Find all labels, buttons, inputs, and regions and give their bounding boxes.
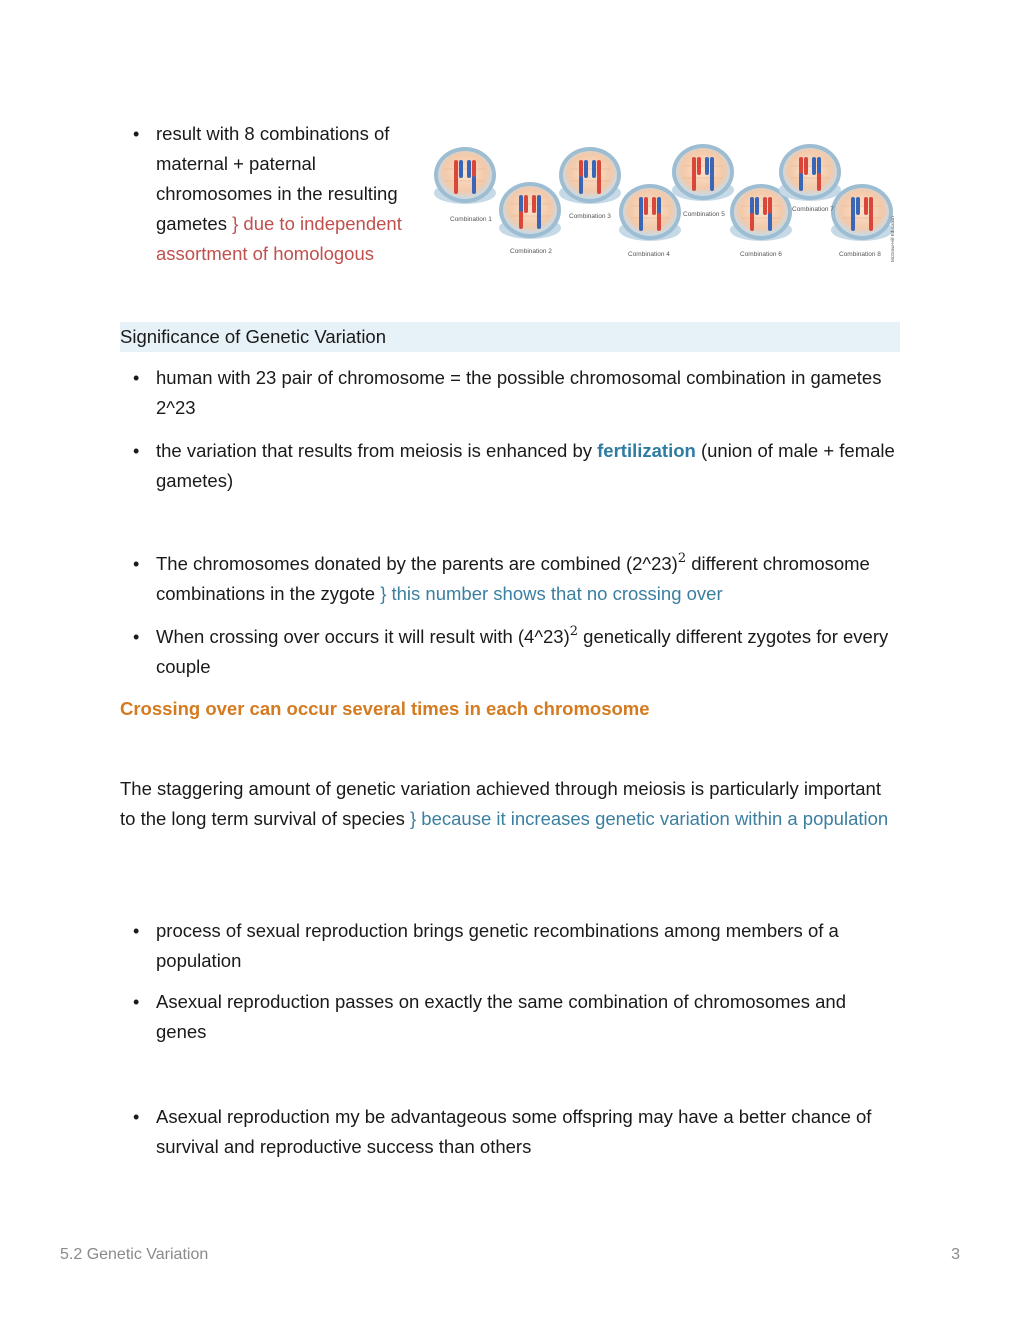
cell-combination-1 <box>434 147 496 204</box>
intro-bullet <box>120 119 410 269</box>
list-item-text: process of sexual reproduction brings genetic recombinations among members of a population <box>156 920 839 971</box>
intro-list <box>120 119 410 269</box>
bullet-list-4 <box>120 1102 900 1162</box>
list-item <box>120 622 900 682</box>
intro-bullet-note: } due to independent assortment of homologous <box>156 213 402 264</box>
variation-paragraph <box>120 774 900 834</box>
intro-bullet-text: result with 8 combinations of maternal + paternal chromosomes in the resulting gametes <box>156 123 398 234</box>
caption-combination-1: Combination 1 <box>450 216 492 223</box>
bullet-list-2 <box>120 549 900 682</box>
caption-combination-4: Combination 4 <box>628 251 670 258</box>
caption-combination-7: Combination 7 <box>792 206 834 213</box>
caption-combination-3: Combination 3 <box>569 213 611 220</box>
cell-combination-8 <box>831 184 893 241</box>
exponent: 2 <box>677 551 687 566</box>
list-item-text: different chromosome combinations in the zygote <box>156 553 870 604</box>
cell-combination-5 <box>672 144 734 201</box>
paragraph-text: The staggering amount of genetic variation achieved through meiosis is particularly important to the long term survival of species <box>120 778 881 829</box>
crossing-over-note: Crossing over can occur several times in each chromosome <box>120 698 650 719</box>
cell-combination-2 <box>499 182 561 239</box>
figure-credit: McGraw-Hill Education <box>890 216 895 262</box>
list-item-text: When crossing over occurs it will result with (4^23) <box>156 626 570 647</box>
caption-combination-8: Combination 8 <box>839 251 881 258</box>
caption-combination-5: Combination 5 <box>683 211 725 218</box>
fertilization-term: fertilization <box>597 440 696 461</box>
list-item-text: (union of male + female gametes) <box>156 440 895 491</box>
list-item <box>120 987 900 1047</box>
page-number: 3 <box>951 1246 960 1263</box>
list-item <box>120 549 900 609</box>
bullet-list-1 <box>120 363 900 496</box>
list-item <box>120 363 900 423</box>
list-item-text: the variation that results from meiosis is enhanced by <box>156 440 598 461</box>
caption-combination-6: Combination 6 <box>740 251 782 258</box>
list-item-text: The chromosomes donated by the parents are combined (2^23) <box>156 553 678 574</box>
list-item <box>120 436 900 496</box>
list-item-text: genetically different zygotes for every couple <box>156 626 889 677</box>
list-item-text: Asexual reproduction my be advantageous some offspring may have a better chance of survival and reproductive success than others <box>156 1106 872 1157</box>
list-item-text: human with 23 pair of chromosome = the possible chromosomal combination in gametes 2^23 <box>156 367 882 418</box>
caption-combination-2: Combination 2 <box>510 248 552 255</box>
cell-combination-7 <box>779 144 841 201</box>
list-item <box>120 1102 900 1162</box>
paragraph-note: } because it increases genetic variation within a population <box>409 808 889 829</box>
exponent: 2 <box>569 624 579 639</box>
cell-combination-4 <box>619 184 681 241</box>
chromosome-combinations-figure <box>430 140 898 268</box>
bullet-list-3 <box>120 916 900 1047</box>
list-item <box>120 916 900 976</box>
section-heading <box>120 322 900 352</box>
cell-combination-3 <box>559 147 621 204</box>
list-item-note: } this number shows that no crossing over <box>380 583 723 604</box>
section-heading-text: Significance of Genetic Variation <box>120 326 387 347</box>
footer-title: 5.2 Genetic Variation <box>60 1246 209 1263</box>
list-item-text: Asexual reproduction passes on exactly the same combination of chromosomes and genes <box>156 991 847 1042</box>
